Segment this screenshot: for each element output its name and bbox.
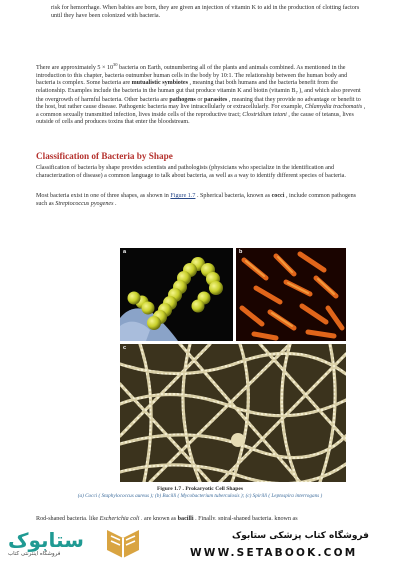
- panel-label-a: a: [123, 249, 127, 255]
- figure-prokaryotic-cell-shapes: [120, 248, 346, 482]
- figure-caption: Figure 1.7 . Prokaryotic Cell Shapes: [156, 486, 244, 492]
- section-heading: Classification of Bacteria by Shape: [36, 151, 173, 161]
- panel-label-b: b: [239, 249, 243, 255]
- book-logo-icon: [105, 528, 141, 558]
- setabook-logo-text: ستابوک: [8, 528, 84, 552]
- figure-link[interactable]: Figure 1.7: [170, 193, 196, 199]
- intro-paragraph: risk for hemorrhage. When babies are born, they are given an injection of vitamin K to aid in the production of clotting factors until they have been colonized with bacteria.: [51, 5, 360, 19]
- panel-label-c: c: [123, 345, 127, 351]
- brand-website[interactable]: WWW.SETABOOK.COM: [190, 547, 358, 559]
- paragraph-bacteria-count: There are approximately $5 \times 10^{30}$ bacteria on Earth, outnumbering all of the plants and animals combined. As mentioned in the introduction to this chapter, bacteria outnumber human cells in the body by 10:1. The relationship between the human body and bacteria is complex. Some bacteria are mutualistic symbiotes , meaning that both humans and the bacteria benefit from the relationship. Examples include the bacteria in the human gut that produce vitamin K and biotin (vitamin $B_7$ ), and which also prevent the overgrowth of harmful bacteria. Other bacteria are pathogens or parasites , meaning that they provide no advantage or benefit to the host, but rather cause disease. Pathogenic bacteria may live intracellularly or extracellularly. For example, Chlamydia trachomatis , a common sexually transmitted infection, lives inside cells of the reproductive tract; Clostridium tetani , the cause of tetanus, lives outside of cells and produces toxins that enter the bloodstream.: [36, 62, 366, 126]
- brand-persian-name: فروشگاه کتاب پزشکی ستابوک: [232, 531, 369, 541]
- micrograph-spirilli: [120, 344, 346, 482]
- setabook-logo-subtitle: فروشگاه اینترنتی کتاب: [8, 551, 61, 557]
- micrograph-cocci: [120, 248, 233, 341]
- micrograph-bacilli: [236, 248, 346, 341]
- figure-subcaption: (a) Cocci ( Staphylococcus aureus ); (b) Bacilli ( Mycobacterium tuberculosis ); (c) Spirilli ( Leptospira interrogans ): [77, 493, 323, 499]
- paragraph-classification: Classification of bacteria by shape provides scientists and pathologists (physicians who specialize in the identification and characterization of disease) a common language to talk about bacteria, as well as a way to identify different species of bacteria.: [36, 165, 346, 179]
- paragraph-shapes: Most bacteria exist in one of three shapes, as shown in Figure 1.7 . Spherical bacteria, known as cocci , include common pathogens such as Streptococcus pyogenes .: [36, 193, 357, 207]
